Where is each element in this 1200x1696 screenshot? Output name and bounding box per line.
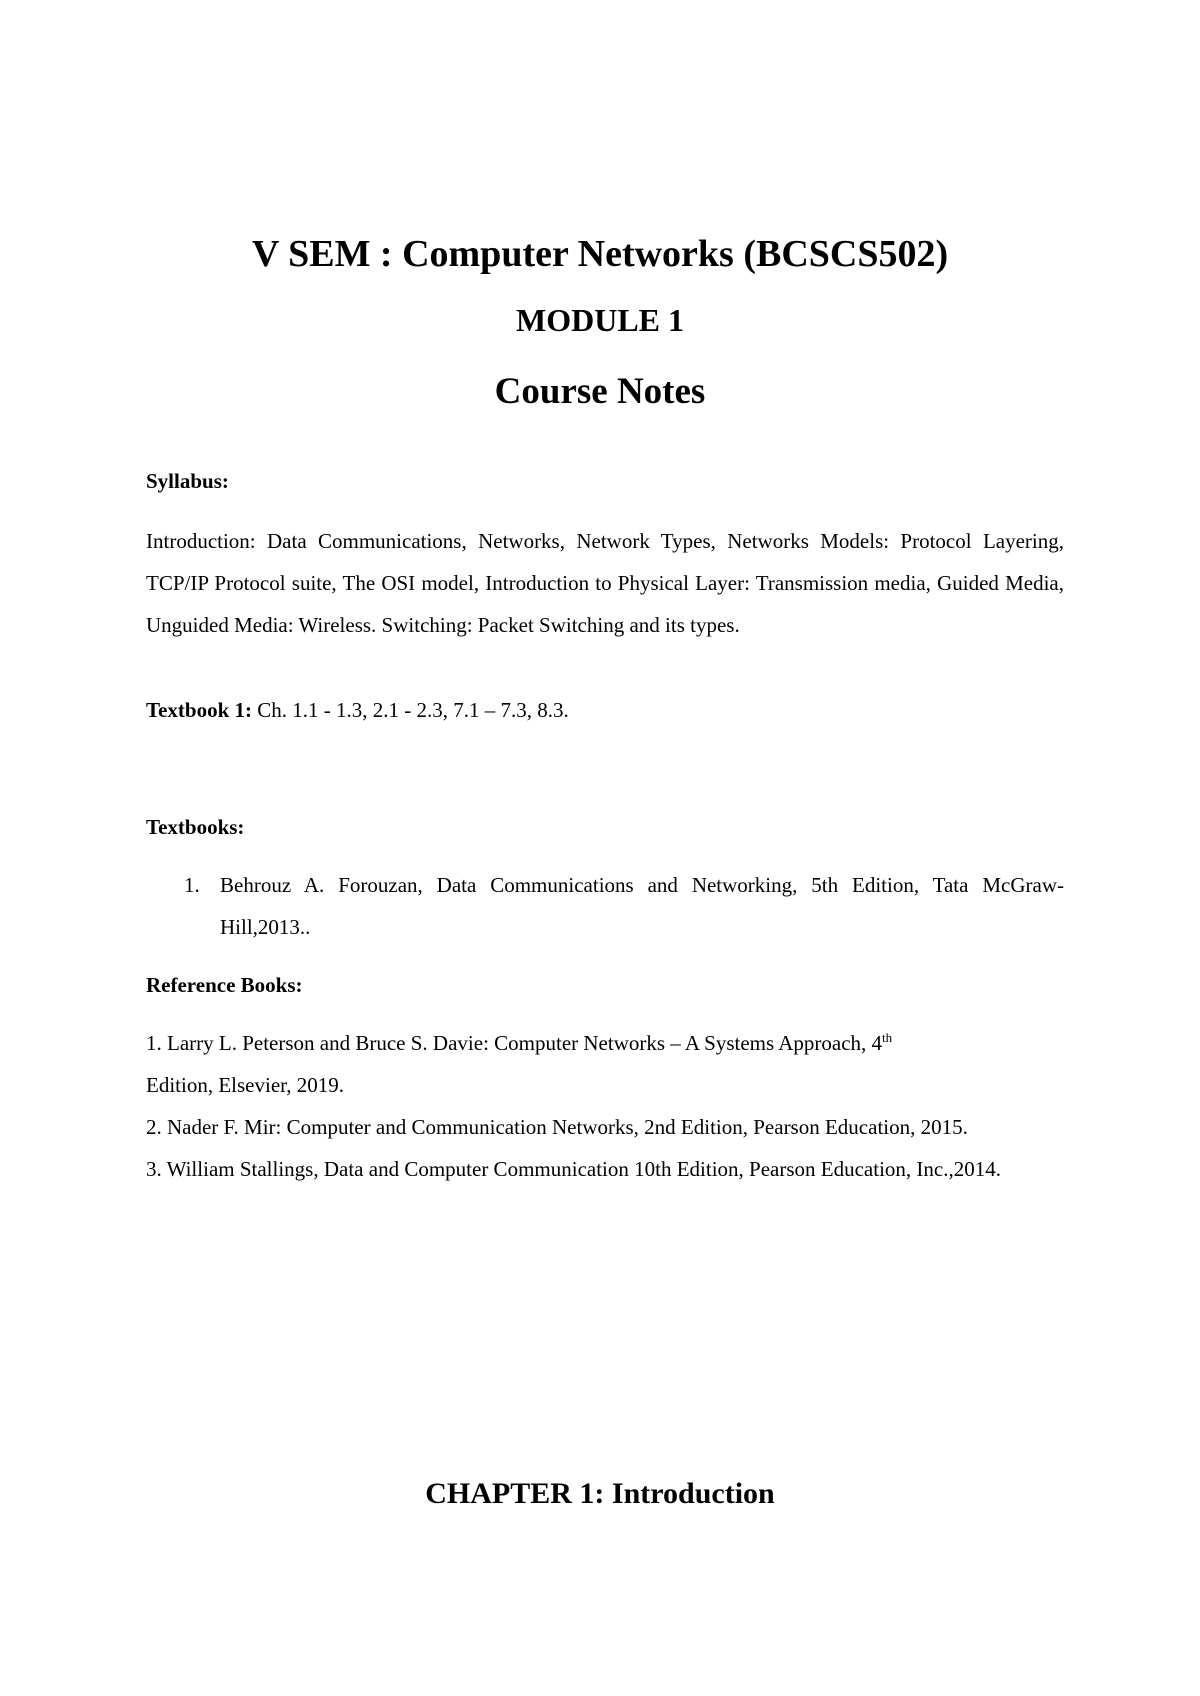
reference-books-heading: Reference Books: xyxy=(146,973,303,997)
reference-books-list xyxy=(146,1022,1064,1190)
textbook-label: Textbook 1: xyxy=(146,698,252,722)
list-number: 1. xyxy=(184,873,200,897)
textbook-citation: Behrouz A. Forouzan, Data Communications and Networking, 5th Edition, Tata McGraw-Hill,2013.. xyxy=(220,873,1064,939)
reference-text: 1. Larry L. Peterson and Bruce S. Davie: Computer Networks – A Systems Approach, 4 xyxy=(146,1031,883,1055)
syllabus-heading: Syllabus: xyxy=(146,469,229,493)
textbooks-heading: Textbooks: xyxy=(146,815,245,839)
course-title: V SEM : Computer Networks (BCSCS502) xyxy=(251,233,949,275)
chapter-heading: CHAPTER 1: Introduction xyxy=(425,1477,775,1510)
notes-heading: Course Notes xyxy=(494,371,706,412)
reference-item xyxy=(146,1022,1064,1106)
textbook-chapters: Ch. 1.1 - 1.3, 2.1 - 2.3, 7.1 – 7.3, 8.3. xyxy=(252,698,569,722)
reference-text-continued: Edition, Elsevier, 2019. xyxy=(146,1073,345,1097)
syllabus-textbook-reference xyxy=(146,689,1064,731)
reference-item: 2. Nader F. Mir: Computer and Communication Networks, 2nd Edition, Pearson Education, 2015. xyxy=(146,1115,968,1139)
reference-item: 3. William Stallings, Data and Computer Communication 10th Edition, Pearson Education, Inc.,2014. xyxy=(146,1157,1001,1181)
syllabus-text: Introduction: Data Communications, Networks, Network Types, Networks Models: Protocol Layering, TCP/IP Protocol suite, The OSI model, Introduction to Physical Layer: Transmission media, Guided Media, Unguided Media: Wireless. Switching: Packet Switching and its types. xyxy=(146,529,1064,637)
module-heading: MODULE 1 xyxy=(516,302,684,338)
reference-superscript: th xyxy=(882,1030,893,1045)
